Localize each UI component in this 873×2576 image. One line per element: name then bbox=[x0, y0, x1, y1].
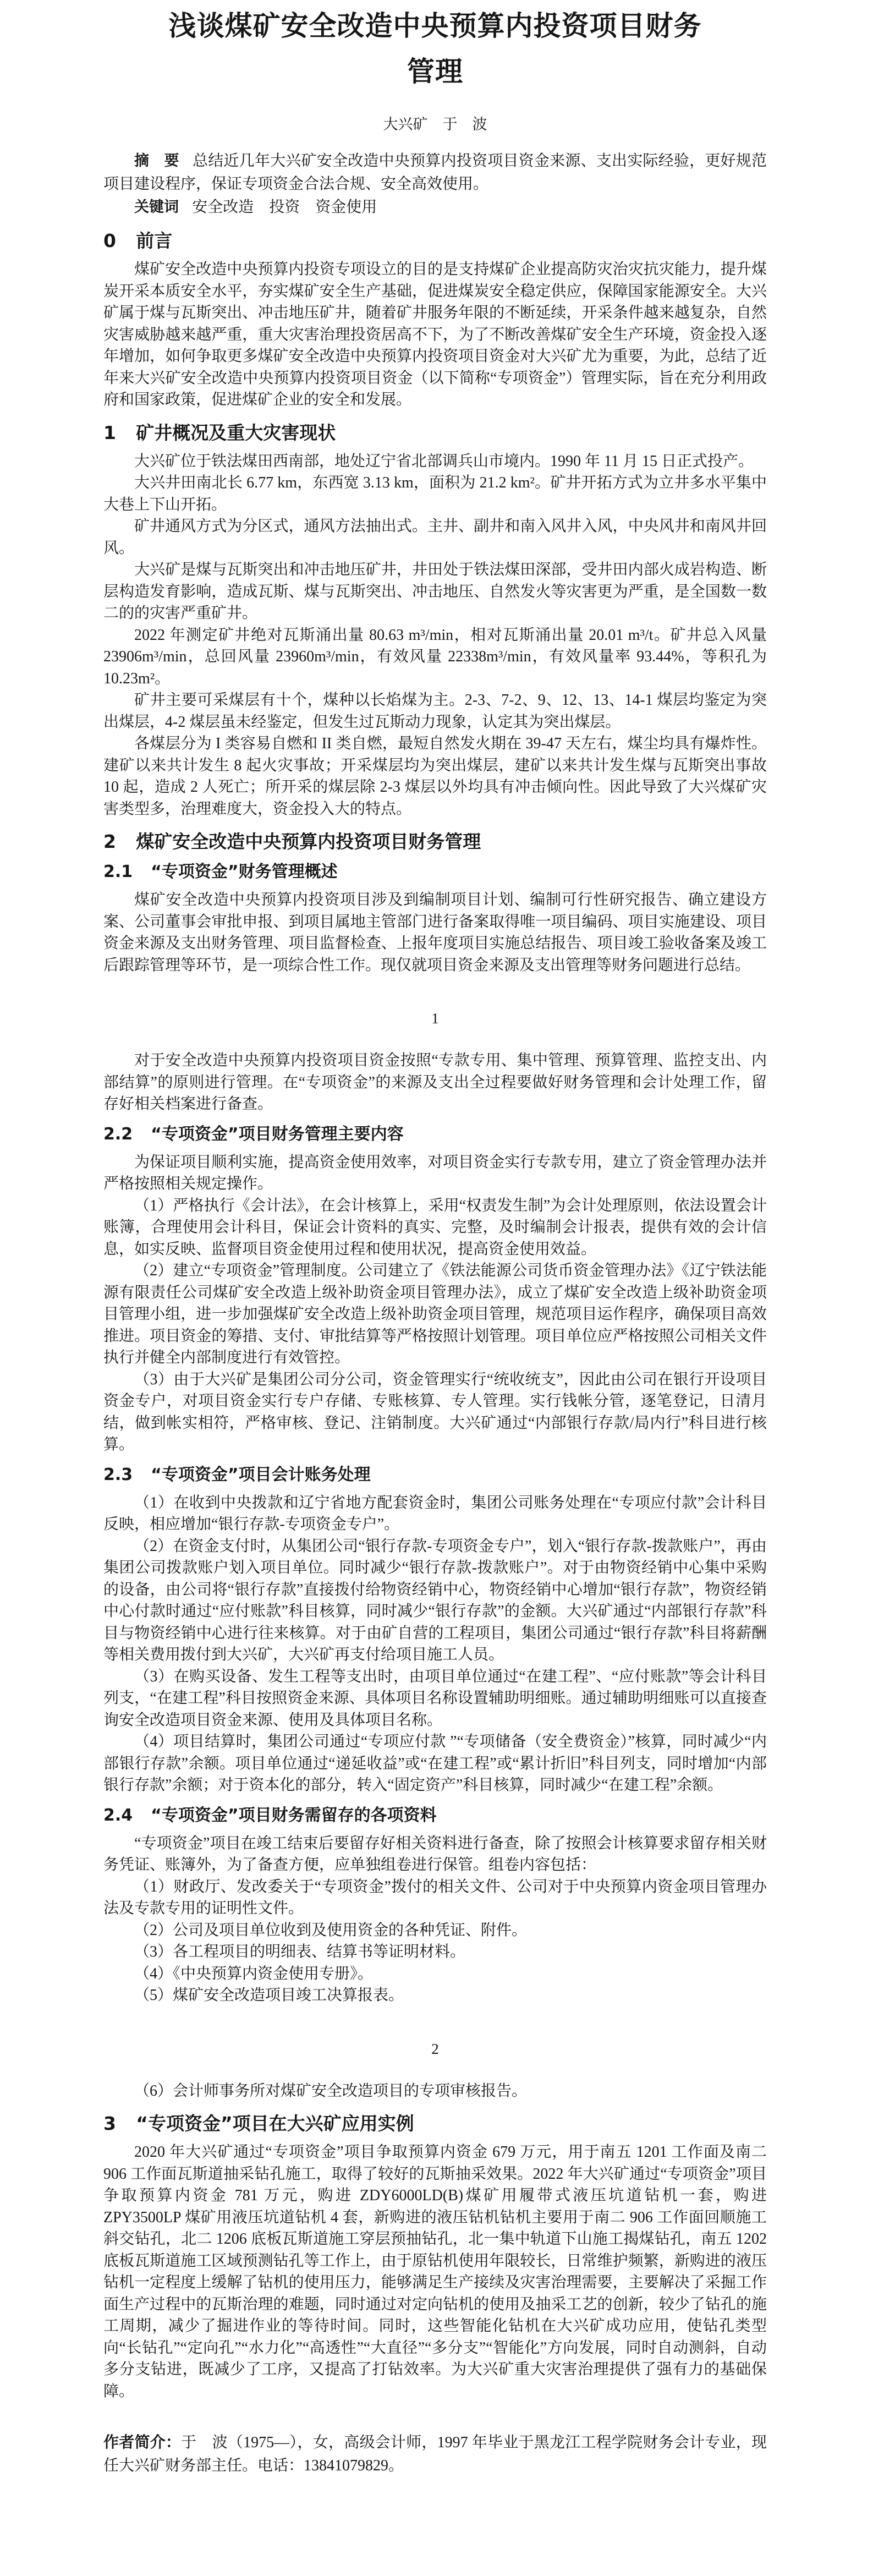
body-paragraph: （1）在收到中央拨款和辽宁省地方配套资金时，集团公司账务处理在“专项应付款”会计科目反映，相应增加“银行存款-专项资金专户”。 bbox=[103, 1494, 767, 1533]
abstract-text: 总结近几年大兴矿安全改造中央预算内投资项目资金来源、支出实际经验，更好规范项目建设程序，保证专项资金合法合规、安全高效使用。 bbox=[103, 152, 767, 193]
section-heading-2-3 bbox=[103, 1465, 767, 1486]
author-line: 大兴矿 于 波 bbox=[383, 116, 487, 133]
section-heading-2-4 bbox=[103, 1805, 767, 1826]
body-paragraph: （4）项目结算时，集团公司通过“专项应付款 ”“专项储备（安全费资金）”核算，同时减少“内部银行存款”余额。项目单位通过“递延收益”或“在建工程”或“累计折旧”科目列支，同时增加“内部银行存款”余额；对于资本化的部分，转入“固定资产”科目核算，同时减少“在建工程”余额。 bbox=[103, 1733, 767, 1794]
section-title: “专项资金”项目在大兴矿应用实例 bbox=[136, 2113, 414, 2134]
author-bio bbox=[103, 2431, 767, 2478]
body-paragraph: 大兴井田南北长 6.77 km，东西宽 3.13 km，面积为 21.2 km²。矿井开拓方式为立井多水平集中大巷上下山开拓。 bbox=[103, 474, 767, 513]
section-heading-2-2 bbox=[103, 1124, 767, 1145]
body-paragraph: 各煤层分为 I 类容易自燃和 II 类自燃，最短自然发火期在 39-47 天左右，煤尘均具有爆炸性。建矿以来共计发生 8 起火灾事故；开采煤层均为突出煤层，建矿以来共计发生煤与瓦斯突出事故 10 起，造成 2 人死亡；所开采的煤层除 2-3 煤层以外均具有冲击倾向性。因此导致了大兴煤矿灾害类型多，治理难度大，资金投入大的特点。 bbox=[103, 735, 767, 818]
body-paragraph: 为保证项目顺利实施，提高资金使用效率，对项目资金实行专款专用，建立了资金管理办法并严格按照相关规定操作。 bbox=[103, 1153, 767, 1192]
body-paragraph: （1）严格执行《会计法》，在会计核算上，采用“权责发生制”为会计处理原则，依法设置会计账簿，合理使用会计科目，保证会计资料的真实、完整，及时编制会计报表，提供有效的会计信息，如实反映、监督项目资金使用过程和使用状况，提高资金使用效益。 bbox=[103, 1197, 767, 1258]
page-title: 浅谈煤矿安全改造中央预算内投资项目财务管理 bbox=[168, 10, 702, 87]
body-paragraph: 煤矿安全改造中央预算内投资专项设立的目的是支持煤矿企业提高防灾治灾抗灾能力，提升煤炭开采本质安全水平，夯实煤矿安全生产基础，促进煤炭安全稳定供应，保障国家能源安全。大兴矿属于煤与瓦斯突出、冲击地压矿井，随着矿井服务年限的不断延续，开采条件越来越复杂，自然灾害威胁越来越严重，重大灾害治理投资居高不下，为了不断改善煤矿安全生产环境，资金投入逐年增加，如何争取更多煤矿安全改造中央预算内投资项目资金对大兴矿尤为重要，为此，总结了近年来大兴矿安全改造中央预算内投资项目资金（以下简称“专项资金”）管理实际，旨在充分利用政府和国家政策，促进煤矿企业的安全和发展。 bbox=[103, 261, 767, 408]
body-paragraph: （2）建立“专项资金”管理制度。公司建立了《铁法能源公司货币资金管理办法》《辽宁铁法能源有限责任公司煤矿安全改造上级补助资金项目管理办法》，成立了煤矿安全改造上级补助资金项目管理小组，进一步加强煤矿安全改造上级补助资金项目管理，规范项目运作程序，确保项目高效推进。项目资金的筹措、支付、审批结算等严格按照计划管理。项目单位应严格按照公司相关文件执行并健全内部制度进行有效管控。 bbox=[103, 1262, 767, 1366]
section-heading-3 bbox=[103, 2113, 767, 2135]
section-heading-0 bbox=[103, 230, 767, 252]
body-paragraph: （2）公司及项目单位收到及使用资金的各种凭证、附件。 bbox=[134, 1921, 528, 1939]
section-title: 矿井概况及重大灾害现状 bbox=[136, 421, 336, 443]
section-title: 煤矿安全改造中央预算内投资项目财务管理 bbox=[136, 831, 481, 852]
author-bio-text: 于 波（1975—），女，高级会计师，1997 年毕业于黑龙江工程学院财务会计专业，现任大兴矿财务部主任。电话：13841079829。 bbox=[103, 2434, 767, 2474]
page-number-1: 1 bbox=[431, 1010, 439, 1027]
section-number: 2 bbox=[103, 831, 116, 852]
author-bio-label: 作者简介： bbox=[103, 2433, 182, 2451]
keywords-label: 关键词 bbox=[134, 199, 179, 216]
body-paragraph: 大兴矿位于铁法煤田西南部，地处辽宁省北部调兵山市境内。1990 年 11 月 15 日正式投产。 bbox=[134, 452, 754, 470]
section-number: 2.2 bbox=[103, 1124, 133, 1144]
section-heading-2-1 bbox=[103, 862, 767, 883]
body-paragraph: 矿井通风方式为分区式，通风方法抽出式。主井、副井和南入风井入风，中央风井和南风井回风。 bbox=[103, 518, 767, 557]
body-paragraph: （4）《中央预算内资金使用专册》。 bbox=[134, 1965, 374, 1982]
body-paragraph: 煤矿安全改造中央预算内投资项目涉及到编制项目计划、编制可行性研究报告、确立建设方案、公司董事会审批申报、到项目属地主管部门进行备案取得唯一项目编码、项目实施建设、项目资金来源及支出财务管理、项目监督检查、上报年度项目实施总结报告、项目竣工验收备案及竣工后跟踪管理等环节，是一项综合性工作。现仅就项目资金来源及支出管理等财务问题进行总结。 bbox=[103, 891, 767, 974]
keywords-text: 安全改造 投资 资金使用 bbox=[192, 199, 377, 216]
body-paragraph: （2）在资金支付时，从集团公司“银行存款-专项资金专户”，划入“银行存款-拨款账户”，再由集团公司拨款账户划入项目单位。同时减少“银行存款-拨款账户”。对于由物资经销中心集中采购的设备，由公司将“银行存款”直接拨付给物资经销中心，物资经销中心增加“银行存款”，物资经销中心付款时通过“应付账款”科目核算，同时减少“银行存款”的金额。大兴矿通过“内部银行存款”科目与物资经销中心进行往来核算。对于由矿自营的工程项目，集团公司通过“银行存款”科目将薪酬等相关费用拨付到大兴矿，大兴矿再支付给项目施工人员。 bbox=[103, 1537, 767, 1663]
section-number: 0 bbox=[103, 230, 116, 251]
body-paragraph: （6）会计师事务所对煤矿安全改造项目的专项审核报告。 bbox=[134, 2082, 528, 2100]
section-title: “专项资金”项目会计账务处理 bbox=[151, 1465, 371, 1484]
body-paragraph: （3）由于大兴矿是集团公司分公司，资金管理实行“统收统支”，因此由公司在银行开设项目资金专户，对项目资金实行专户存储、专账核算、专人管理。实行钱帐分管，逐笔登记，日清月结，做到帐实相符，严格审核、登记、注销制度。大兴矿通过“内部银行存款/局内行”科目进行核算。 bbox=[103, 1371, 767, 1453]
keywords bbox=[103, 196, 767, 219]
section-title: 前言 bbox=[136, 230, 173, 251]
body-paragraph: “专项资金”项目在竣工结束后要留存好相关资料进行备查，除了按照会计核算要求留存相关财务凭证、账簿外，为了备查方便，应单独组卷进行保管。组卷内容包括： bbox=[103, 1834, 767, 1873]
body-paragraph: （3）在购买设备、发生工程等支出时，由项目单位通过“在建工程”、“应付账款”等会计科目列支，“在建工程”科目按照资金来源、具体项目名称设置辅助明细账。通过辅助明细账可以直接查询安全改造项目资金来源、使用及具体项目名称。 bbox=[103, 1668, 767, 1729]
abstract-label: 摘 要 bbox=[134, 152, 179, 169]
section-title: “专项资金”项目财务管理主要内容 bbox=[151, 1124, 404, 1144]
body-paragraph: 2022 年测定矿井绝对瓦斯涌出量 80.63 m³/min，相对瓦斯涌出量 20.01 m³/t。矿井总入风量 23906m³/min，总回风量 23960m³/min，有效风量 22338m³/min，有效风量率 93.44%，等积孔为 10.23m²。 bbox=[103, 626, 767, 687]
body-paragraph: （3）各工程项目的明细表、结算书等证明材料。 bbox=[134, 1943, 466, 1960]
section-number: 1 bbox=[103, 421, 116, 443]
section-heading-2 bbox=[103, 831, 767, 853]
section-title: “专项资金”项目财务需留存的各项资料 bbox=[151, 1805, 437, 1825]
body-paragraph: 对于安全改造中央预算内投资项目资金按照“专款专用、集中管理、预算管理、监控支出、内部结算”的原则进行管理。在“专项资金”的来源及支出全过程要做好财务管理和会计处理工作，留存好相关档案进行备查。 bbox=[103, 1052, 767, 1112]
body-paragraph: （5）煤矿安全改造项目竣工决算报表。 bbox=[134, 1987, 404, 2004]
body-paragraph: 矿井主要可采煤层有十个，煤种以长焰煤为主。2-3、7-2、9、12、13、14-1 煤层均鉴定为突出煤层，4-2 煤层虽未经鉴定，但发生过瓦斯动力现象，认定其为突出煤层。 bbox=[103, 692, 767, 731]
body-paragraph: （1）财政厅、发改委关于“专项资金”拨付的相关文件、公司对于中央预算内资金项目管理办法及专款专用的证明性文件。 bbox=[103, 1878, 767, 1917]
section-number: 3 bbox=[103, 2113, 116, 2134]
body-paragraph: 2020 年大兴矿通过“专项资金”项目争取预算内资金 679 万元，用于南五 1201 工作面及南二 906 工作面瓦斯道抽采钻孔施工，取得了较好的瓦斯抽采效果。2022 年大兴矿通过“专项资金”项目争取预算内资金 781 万元，购进 ZDY6000LD(B)煤矿用履带式液压坑道钻机一套，购进 ZPY3500LP 煤矿用液压坑道钻机 4 套，新购进的液压钻机钻机主要用于南二 906 工作面回顺施工斜交钻孔，北二 1206 底板瓦斯道施工穿层预抽钻孔，北一集中轨道下山施工揭煤钻孔，南五 1202 底板瓦斯道施工区域预测钻孔等工作上，由于原钻机使用年限较长，日常维护频繁，新购进的液压钻机一定程度上缓解了钻机的使用压力，能够满足生产接续及灾害治理需要，主要解决了采掘工作面生产过程中的瓦斯治理的难题，同时通过对定向钻机的使用及抽采工艺的创新，较少了钻孔的施工周期，减少了掘进作业的等待时间。同时，这些智能化钻机在大兴矿成功应用，使钻孔类型向“长钻孔”“定向孔”“水力化”“高透性”“大直径”“多分支”“智能化”方向发展，同时自动测斜，自动多分支钻进，既减少了工序，又提高了打钻效率。为大兴矿重大灾害治理提供了强有力的基础保障。 bbox=[103, 2144, 767, 2400]
abstract bbox=[103, 150, 767, 196]
section-heading-1 bbox=[103, 422, 767, 444]
section-number: 2.4 bbox=[103, 1805, 133, 1825]
body-paragraph: 大兴矿是煤与瓦斯突出和冲击地压矿井，井田处于铁法煤田深部，受井田内部火成岩构造、断层构造发育影响，造成瓦斯、煤与瓦斯突出、冲击地压、自然发火等灾害更为严重，是全国数一数二的的灾害严重矿井。 bbox=[103, 561, 767, 622]
page-number-2: 2 bbox=[431, 2040, 439, 2057]
section-number: 2.1 bbox=[103, 862, 133, 881]
section-number: 2.3 bbox=[103, 1465, 133, 1484]
section-title: “专项资金”财务管理概述 bbox=[151, 862, 338, 881]
